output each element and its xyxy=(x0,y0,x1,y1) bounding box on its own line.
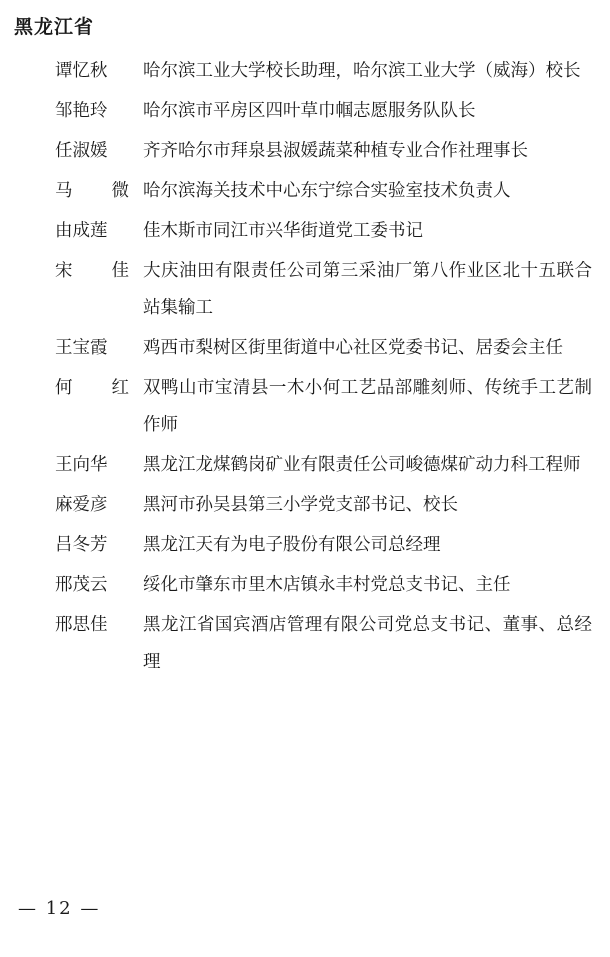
entry-name: 邢思佳 xyxy=(55,614,108,635)
entry-name: 王宝霞 xyxy=(55,337,108,358)
entry-description: 大庆油田有限责任公司第三采油厂第八作业区北十五联合站集输工 xyxy=(143,260,592,318)
entry-description: 绥化市肇东市里木店镇永丰村党总支书记、主任 xyxy=(143,574,511,595)
list-item xyxy=(55,93,592,130)
entry-name: 谭忆秋 xyxy=(55,60,108,81)
list-item xyxy=(55,213,592,250)
entry-name: 邢茂云 xyxy=(55,574,108,595)
list-item xyxy=(55,133,592,170)
list-item xyxy=(55,527,592,564)
entry-description: 齐齐哈尔市拜泉县淑媛蔬菜种植专业合作社理事长 xyxy=(143,140,528,161)
list-item xyxy=(55,253,592,327)
entry-description: 双鸭山市宝清县一木小何工艺品部雕刻师、传统手工艺制作师 xyxy=(143,377,592,435)
list-item xyxy=(55,607,592,681)
page-number: — 12 — xyxy=(18,898,101,919)
list-item xyxy=(55,567,592,604)
list-item xyxy=(55,370,592,444)
list-item xyxy=(55,330,592,367)
entry-name: 马 微 xyxy=(55,180,129,201)
entry-name: 吕冬芳 xyxy=(55,534,108,555)
entry-name: 宋 佳 xyxy=(55,260,129,281)
entry-name: 任淑媛 xyxy=(55,140,108,161)
entry-description: 哈尔滨工业大学校长助理，哈尔滨工业大学（威海）校长 xyxy=(143,60,581,81)
entry-description: 佳木斯市同江市兴华街道党工委书记 xyxy=(143,220,423,241)
entry-description: 黑龙江龙煤鹤岗矿业有限责任公司峻德煤矿动力科工程师 xyxy=(143,454,581,475)
entry-name: 麻爱彦 xyxy=(55,494,108,515)
document-page xyxy=(0,14,610,957)
entry-name: 邹艳玲 xyxy=(55,100,108,121)
entry-description: 哈尔滨海关技术中心东宁综合实验室技术负责人 xyxy=(143,180,511,201)
entry-description: 黑河市孙吴县第三小学党支部书记、校长 xyxy=(143,494,458,515)
list-item xyxy=(55,173,592,210)
entry-description: 黑龙江天有为电子股份有限公司总经理 xyxy=(143,534,441,555)
entry-name: 王向华 xyxy=(55,454,108,475)
list-item xyxy=(55,487,592,524)
list-item xyxy=(55,53,592,90)
entry-description: 鸡西市梨树区街里街道中心社区党委书记、居委会主任 xyxy=(143,337,563,358)
entry-description: 黑龙江省国宾酒店管理有限公司党总支书记、董事、总经理 xyxy=(143,614,592,672)
entry-name: 由成莲 xyxy=(55,220,108,241)
entry-description: 哈尔滨市平房区四叶草巾帼志愿服务队队长 xyxy=(143,100,476,121)
list-item xyxy=(55,447,592,484)
entry-list xyxy=(0,53,610,681)
section-title: 黑龙江省 xyxy=(14,16,95,38)
entry-name: 何 红 xyxy=(55,377,129,398)
